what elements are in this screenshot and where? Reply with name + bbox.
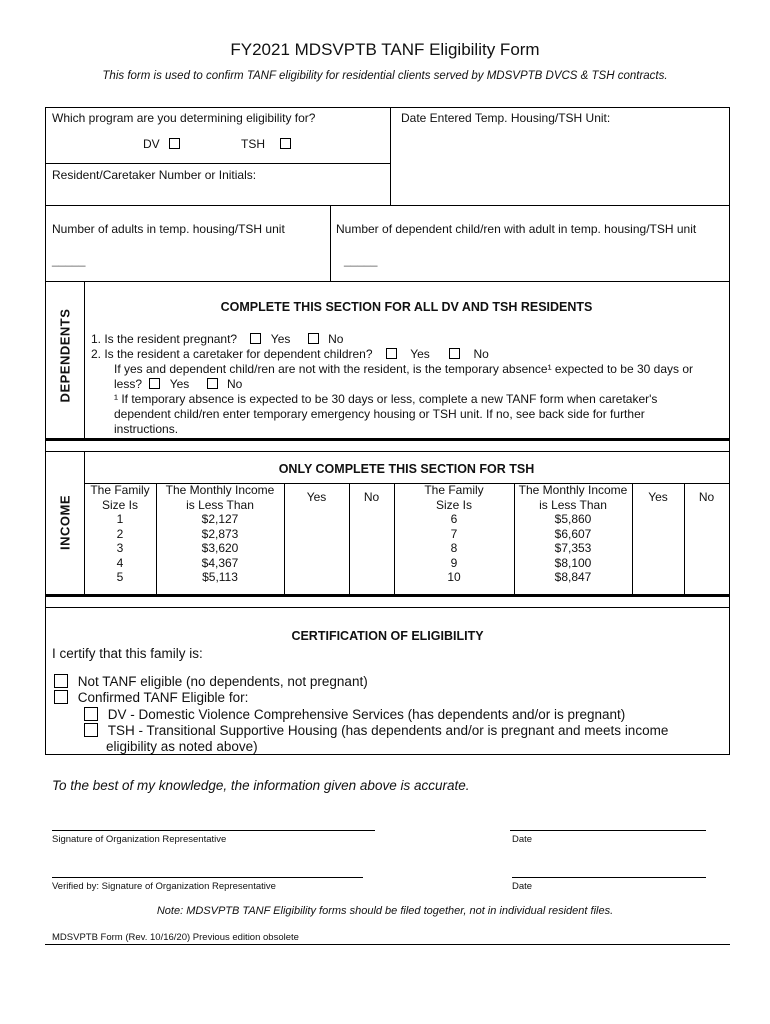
signature-line[interactable] (52, 830, 375, 831)
col-yes: Yes (306, 490, 327, 505)
divider (390, 108, 391, 206)
divider (46, 205, 729, 206)
date-label: Date (512, 834, 533, 845)
family-size-cell: 5 (116, 570, 124, 584)
confirmed-checkbox[interactable] (54, 690, 68, 704)
col-no: No (363, 490, 380, 505)
income-cell: $3,620 (201, 541, 239, 555)
adults-label: Number of adults in temp. housing/TSH unit (52, 222, 285, 236)
form-id: MDSVPTB Form (Rev. 10/16/20) Previous edition obsolete (52, 932, 299, 943)
income-cell: $2,873 (201, 526, 239, 541)
family-size-cell: 6 (450, 512, 458, 526)
filing-note: Note: MDSVPTB TANF Eligibility forms should be filed together, not in individual resident files. (156, 905, 614, 917)
certification-intro: I certify that this family is: (52, 646, 203, 661)
absence-no-label: No (226, 377, 243, 391)
bottom-rule (45, 944, 730, 945)
col-monthly-income: is Less Than (539, 497, 607, 512)
q2-text: 2. Is the resident a caretaker for dependent children? (91, 347, 373, 361)
footnote-line-2: dependent child/ren enter temporary emergency housing or TSH unit. If no, see back side for further (114, 407, 645, 421)
col-family-size: Size Is (435, 497, 472, 512)
adults-blank[interactable]: _____ (52, 253, 86, 267)
footnote-line-1: ¹ If temporary absence is expected to be 30 days or less, complete a new TANF form when caretaker's (114, 392, 658, 406)
divider (514, 483, 515, 594)
family-size-cell: 7 (450, 526, 458, 541)
confirmed-label: Confirmed TANF Eligible for: (77, 690, 249, 705)
col-monthly-income: The Monthly Income (165, 483, 275, 497)
tsh-eligible-label-cont: eligibility as noted above) (106, 739, 258, 754)
program-question: Which program are you determining eligibility for? (52, 111, 316, 125)
family-size-cell: 4 (116, 555, 124, 570)
col-monthly-income: The Monthly Income (518, 483, 628, 497)
col-family-size: The Family (424, 483, 484, 497)
divider (349, 483, 350, 594)
q2-no-checkbox[interactable] (449, 348, 460, 359)
col-family-size: The Family (90, 483, 150, 497)
income-side-label: INCOME (57, 495, 73, 550)
q1-no-checkbox[interactable] (308, 333, 319, 344)
q1-text: 1. Is the resident pregnant? (91, 332, 238, 346)
question-caretaker (91, 347, 489, 362)
option-tsh (84, 723, 668, 738)
tsh-checkbox[interactable] (280, 138, 291, 149)
option-dv (84, 707, 625, 722)
not-eligible-checkbox[interactable] (54, 674, 68, 688)
footnote-line-3: instructions. (114, 422, 179, 436)
divider (46, 281, 729, 282)
divider (394, 483, 395, 594)
dependents-side-label: DEPENDENTS (57, 308, 73, 403)
absence-yes-label: Yes (169, 377, 190, 391)
q1-yes-checkbox[interactable] (250, 333, 261, 344)
q2-yes-checkbox[interactable] (386, 348, 397, 359)
divider (46, 451, 729, 452)
family-size-cell: 3 (116, 541, 124, 555)
divider (156, 483, 157, 594)
verified-signature-line[interactable] (52, 877, 363, 878)
col-family-size: Size Is (101, 497, 138, 512)
dv-option (143, 137, 180, 151)
divider (632, 483, 633, 594)
option-confirmed (54, 690, 248, 705)
certification-heading: CERTIFICATION OF ELIGIBILITY (291, 629, 484, 643)
dv-eligible-checkbox[interactable] (84, 707, 98, 721)
tsh-eligible-checkbox[interactable] (84, 723, 98, 737)
q2-followup-less (114, 377, 242, 392)
absence-yes-checkbox[interactable] (149, 378, 160, 389)
income-cell: $5,860 (554, 512, 592, 526)
verified-label: Verified by: Signature of Organization Representative (52, 881, 276, 892)
accuracy-statement: To the best of my knowledge, the information given above is accurate. (52, 778, 470, 793)
not-eligible-label: Not TANF eligible (no dependents, not pregnant) (77, 674, 368, 689)
divider (284, 483, 285, 594)
q2-no-label: No (473, 347, 489, 361)
question-pregnant (91, 332, 343, 347)
resident-label: Resident/Caretaker Number or Initials: (52, 168, 257, 182)
q2-less-text: less? (114, 377, 143, 391)
divider (684, 483, 685, 594)
q1-yes-label: Yes (270, 332, 291, 346)
q2-yes-label: Yes (410, 347, 430, 361)
verified-date-line[interactable] (512, 877, 706, 878)
divider (330, 205, 331, 281)
date-line[interactable] (510, 830, 706, 831)
income-cell: $2,127 (201, 512, 239, 526)
q1-no-label: No (328, 332, 344, 346)
family-size-cell: 10 (447, 570, 461, 584)
children-label: Number of dependent child/ren with adult in temp. housing/TSH unit (336, 222, 697, 236)
col-yes: Yes (648, 490, 668, 505)
tsh-eligible-label: TSH - Transitional Supportive Housing (has dependents and/or is pregnant and meets income (107, 723, 669, 738)
col-no: No (698, 490, 715, 505)
children-blank[interactable]: _____ (344, 253, 378, 267)
form-title: FY2021 MDSVPTB TANF Eligibility Form (230, 40, 540, 59)
option-not-eligible (54, 674, 368, 689)
form-frame (45, 107, 730, 755)
form-subtitle: This form is used to confirm TANF eligibility for residential clients served by MDSVPTB DVCS & TSH contracts. (102, 70, 668, 82)
tsh-option (241, 137, 291, 151)
family-size-cell: 8 (450, 541, 458, 555)
signature-label: Signature of Organization Representative (52, 834, 227, 845)
absence-no-checkbox[interactable] (207, 378, 218, 389)
dv-label: DV (143, 137, 160, 151)
divider (46, 163, 390, 164)
income-cell: $6,607 (554, 526, 592, 541)
income-cell: $7,353 (554, 541, 592, 555)
family-size-cell: 2 (116, 526, 124, 541)
divider (46, 607, 729, 608)
tsh-label: TSH (241, 137, 265, 151)
dependents-heading: COMPLETE THIS SECTION FOR ALL DV AND TSH RESIDENTS (220, 300, 593, 314)
income-heading: ONLY COMPLETE THIS SECTION FOR TSH (278, 462, 535, 476)
verified-date-label: Date (512, 881, 533, 892)
date-entered-label: Date Entered Temp. Housing/TSH Unit: (401, 111, 611, 125)
section-separator (46, 438, 729, 441)
dv-eligible-label: DV - Domestic Violence Comprehensive Services (has dependents and/or is pregnant) (107, 707, 626, 722)
q2-followup: If yes and dependent child/ren are not with the resident, is the temporary absence¹ expected to be 30 days or (114, 362, 694, 376)
income-cell: $8,847 (554, 570, 592, 584)
section-separator (46, 594, 729, 597)
family-size-cell: 9 (450, 555, 458, 570)
dv-checkbox[interactable] (169, 138, 180, 149)
family-size-cell: 1 (116, 512, 124, 526)
col-monthly-income: is Less Than (186, 497, 254, 512)
income-cell: $4,367 (201, 555, 239, 570)
income-cell: $5,113 (202, 570, 238, 584)
income-cell: $8,100 (554, 555, 592, 570)
